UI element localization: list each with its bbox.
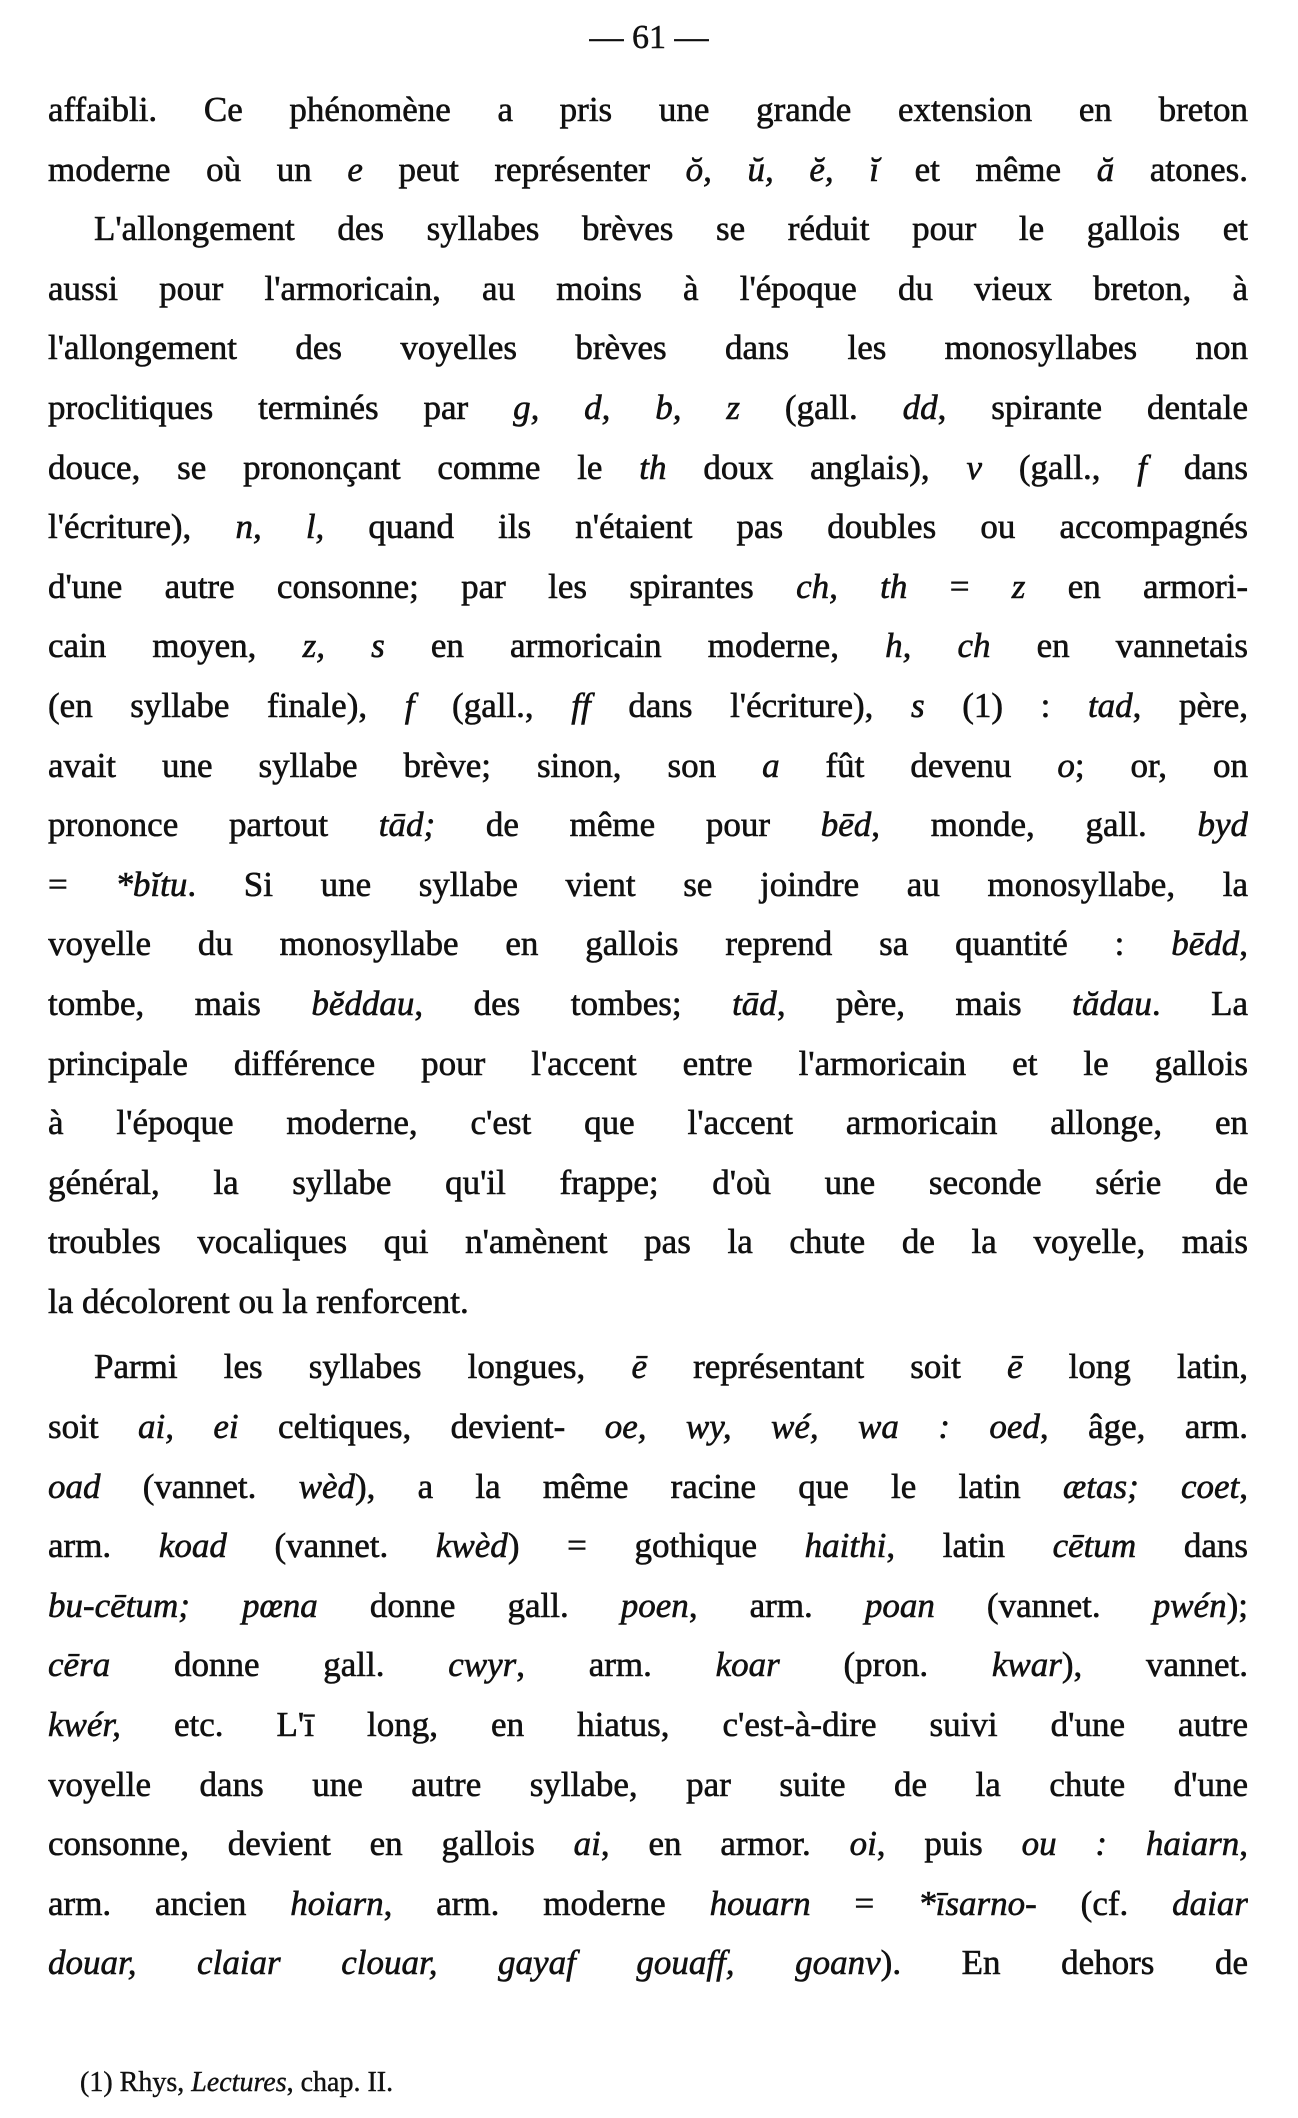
roman-text: (gall., bbox=[414, 685, 572, 725]
italic-text: o bbox=[1057, 745, 1075, 785]
italic-text: hoiarn bbox=[290, 1883, 384, 1923]
roman-text: , en armor. bbox=[600, 1824, 850, 1864]
italic-text: f bbox=[1137, 447, 1148, 487]
text-line bbox=[48, 1814, 1248, 1874]
italic-text: kwèd bbox=[435, 1526, 508, 1566]
italic-text: ă bbox=[1096, 149, 1115, 189]
italic-text: daiar bbox=[1172, 1883, 1248, 1923]
roman-text: ). En dehors de bbox=[880, 1943, 1248, 1983]
roman-text: en armoricain moderne, bbox=[384, 626, 886, 666]
text-line bbox=[48, 1755, 1248, 1815]
roman-text: consonne, devient en gallois bbox=[48, 1824, 574, 1864]
italic-text: z bbox=[1011, 566, 1026, 606]
roman-text: , puis bbox=[876, 1824, 1022, 1864]
paragraph-2 bbox=[48, 199, 1248, 1331]
italic-text: cēra bbox=[48, 1645, 111, 1685]
text-line bbox=[48, 1272, 1248, 1332]
roman-text: ; or, on bbox=[1074, 745, 1248, 785]
roman-text: affaibli. Ce phénomène a pris une grande extension en breton bbox=[48, 90, 1248, 129]
text-line bbox=[48, 1457, 1248, 1517]
italic-text: ŏ, ŭ, ĕ, ĭ bbox=[685, 149, 879, 189]
italic-text: cētum bbox=[1052, 1526, 1137, 1566]
roman-text: en vannetais bbox=[990, 626, 1248, 666]
page-number: — 61 — bbox=[589, 19, 709, 56]
roman-text: doux anglais), bbox=[666, 447, 967, 487]
roman-text: principale différence pour l'accent entre l'armoricain et le gallois bbox=[48, 1043, 1248, 1083]
roman-text: . La bbox=[1151, 983, 1248, 1023]
text-line bbox=[48, 616, 1248, 676]
text-line bbox=[48, 140, 1248, 200]
footnote bbox=[80, 2062, 393, 2104]
roman-text: (vannet. bbox=[226, 1526, 436, 1566]
roman-text: ), a la même racine que le latin bbox=[355, 1466, 1063, 1506]
roman-text: donne gall. bbox=[317, 1585, 621, 1625]
italic-text: bēdd bbox=[1171, 924, 1240, 964]
italic-text: bu-cētum; pœna bbox=[48, 1585, 318, 1625]
italic-text: oad bbox=[48, 1466, 101, 1506]
text-line bbox=[48, 1933, 1248, 1993]
roman-text: , bbox=[1239, 1824, 1248, 1864]
italic-text: tădau bbox=[1072, 983, 1152, 1023]
roman-text: cain moyen, bbox=[48, 626, 303, 666]
roman-text: la décolorent ou la renforcent. bbox=[48, 1281, 469, 1321]
italic-text: wèd bbox=[298, 1466, 356, 1506]
roman-text: moderne où un bbox=[48, 149, 348, 189]
italic-text: th bbox=[639, 447, 667, 487]
roman-text: , arm. moderne bbox=[383, 1883, 710, 1923]
paragraph-3 bbox=[48, 1337, 1248, 1993]
roman-text: , père, mais bbox=[776, 983, 1073, 1023]
roman-text: (en syllabe finale), bbox=[48, 685, 405, 725]
italic-text: dd bbox=[902, 387, 938, 427]
text-line bbox=[48, 438, 1248, 498]
roman-text: = bbox=[48, 864, 116, 904]
roman-text: = bbox=[810, 1883, 919, 1923]
roman-text: dans bbox=[1136, 1526, 1248, 1566]
roman-text: voyelle dans une autre syllabe, par suite de la chute d'une bbox=[48, 1764, 1248, 1804]
italic-text: ætas; coet bbox=[1062, 1466, 1240, 1506]
roman-text: atones. bbox=[1114, 149, 1248, 189]
roman-text: etc. L'ī long, en hiatus, c'est-à-dire suivi d'une autre bbox=[120, 1705, 1248, 1745]
italic-text: pwén bbox=[1152, 1585, 1227, 1625]
roman-text: (vannet. bbox=[934, 1585, 1153, 1625]
roman-text: dans l'écriture), bbox=[590, 685, 911, 725]
italic-text: n, l, bbox=[235, 507, 325, 547]
roman-text: l'allongement des voyelles brèves dans les monosyllabes non bbox=[48, 328, 1248, 368]
italic-text: ou : haiarn bbox=[1021, 1824, 1240, 1864]
text-line bbox=[48, 1153, 1248, 1213]
text-line bbox=[48, 1337, 1248, 1397]
italic-text: oi bbox=[849, 1824, 877, 1864]
roman-text: long latin, bbox=[1022, 1347, 1248, 1387]
roman-text: celtiques, devient- bbox=[238, 1407, 605, 1447]
paragraph-1 bbox=[48, 80, 1248, 199]
text-line bbox=[48, 1212, 1248, 1272]
text-line bbox=[48, 1874, 1248, 1934]
roman-text: quand ils n'étaient pas doubles ou accompagnés bbox=[324, 507, 1248, 547]
roman-text: , latin bbox=[886, 1526, 1053, 1566]
roman-text: (gall. bbox=[740, 387, 903, 427]
italic-text: v bbox=[966, 447, 983, 487]
roman-text: l'écriture), bbox=[48, 507, 236, 547]
italic-text: e bbox=[347, 149, 363, 189]
roman-text: Parmi les syllabes longues, bbox=[94, 1347, 632, 1387]
text-line bbox=[48, 855, 1248, 915]
italic-text: ē bbox=[631, 1347, 647, 1387]
italic-text: f bbox=[404, 685, 415, 725]
roman-text: arm. bbox=[48, 1526, 159, 1566]
text-line bbox=[48, 676, 1248, 736]
italic-text: ai bbox=[573, 1824, 601, 1864]
roman-text: , bbox=[1239, 1466, 1248, 1506]
text-line bbox=[48, 1516, 1248, 1576]
italic-text: h, ch bbox=[885, 626, 991, 666]
roman-text: prononce partout bbox=[48, 805, 379, 845]
roman-text: , spirante dentale bbox=[937, 387, 1248, 427]
italic-text: kwar bbox=[991, 1645, 1062, 1685]
roman-text: représentant soit bbox=[646, 1347, 1007, 1387]
text-line bbox=[48, 199, 1248, 259]
italic-text: s bbox=[910, 685, 925, 725]
roman-text: fût devenu bbox=[779, 745, 1058, 785]
roman-text: douce, se prononçant comme le bbox=[48, 447, 640, 487]
italic-text: g, d, b, z bbox=[513, 387, 741, 427]
text-line bbox=[48, 557, 1248, 617]
roman-text: troubles vocaliques qui n'amènent pas la chute de la voyelle, mais bbox=[48, 1222, 1248, 1262]
roman-text: , arm. bbox=[688, 1585, 865, 1625]
italic-text: a bbox=[762, 745, 780, 785]
roman-text: peut représenter bbox=[362, 149, 686, 189]
text-line bbox=[48, 80, 1248, 140]
roman-text: ); bbox=[1226, 1585, 1248, 1625]
roman-text: L'allongement des syllabes brèves se réduit pour le gallois et bbox=[94, 209, 1248, 249]
italic-text: *īsarno- bbox=[918, 1883, 1037, 1923]
italic-text: haithi bbox=[804, 1526, 887, 1566]
text-line bbox=[48, 795, 1248, 855]
text-line bbox=[48, 914, 1248, 974]
italic-text: oe, wy, wé, wa : oed bbox=[604, 1407, 1040, 1447]
italic-text: tād bbox=[732, 983, 777, 1023]
italic-text: bēd bbox=[820, 805, 872, 845]
roman-text: à l'époque moderne, c'est que l'accent armoricain allonge, en bbox=[48, 1103, 1248, 1143]
roman-text: . Si une syllabe vient se joindre au monosyllabe, la bbox=[187, 864, 1248, 904]
roman-text: , père, bbox=[1132, 685, 1248, 725]
roman-text: proclitiques terminés par bbox=[48, 387, 514, 427]
roman-text: tombe, mais bbox=[48, 983, 312, 1023]
roman-text: , monde, gall. bbox=[871, 805, 1198, 845]
roman-text: d'une autre consonne; par les spirantes bbox=[48, 566, 797, 606]
roman-text: ) = gothique bbox=[507, 1526, 805, 1566]
italic-text: ai, ei bbox=[137, 1407, 239, 1447]
roman-text: dans bbox=[1147, 447, 1248, 487]
roman-text: , arm. bbox=[516, 1645, 716, 1685]
italic-text: byd bbox=[1197, 805, 1248, 845]
text-line bbox=[48, 318, 1248, 378]
roman-text: (pron. bbox=[779, 1645, 992, 1685]
body-text bbox=[48, 80, 1248, 1993]
text-line bbox=[48, 259, 1248, 319]
italic-text: koar bbox=[715, 1645, 780, 1685]
italic-text: poen bbox=[620, 1585, 689, 1625]
italic-text: bĕddau bbox=[311, 983, 415, 1023]
italic-text: koad bbox=[158, 1526, 227, 1566]
italic-text: ē bbox=[1007, 1347, 1023, 1387]
text-line bbox=[48, 497, 1248, 557]
roman-text: aussi pour l'armoricain, au moins à l'époque du vieux breton, à bbox=[48, 268, 1248, 308]
roman-text: (cf. bbox=[1036, 1883, 1173, 1923]
italic-text: *bĭtu bbox=[115, 864, 188, 904]
text-line bbox=[48, 1397, 1248, 1457]
italic-text: cwyr bbox=[448, 1645, 517, 1685]
italic-text: ch, th bbox=[796, 566, 908, 606]
roman-text: (1) : bbox=[924, 685, 1088, 725]
text-line bbox=[48, 378, 1248, 438]
roman-text: soit bbox=[48, 1407, 138, 1447]
roman-text: (gall., bbox=[982, 447, 1138, 487]
italic-text: Lectures bbox=[191, 2067, 287, 2098]
italic-text: ff bbox=[571, 685, 591, 725]
italic-text: tad bbox=[1087, 685, 1133, 725]
italic-text: z, s bbox=[302, 626, 385, 666]
italic-text: douar, claiar clouar, gayaf gouaff, goanv bbox=[48, 1943, 881, 1983]
roman-text: (vannet. bbox=[100, 1466, 299, 1506]
roman-text: de même pour bbox=[435, 805, 821, 845]
italic-text: houarn bbox=[709, 1883, 811, 1923]
roman-text: et même bbox=[879, 149, 1097, 189]
italic-text: kwér, bbox=[48, 1705, 121, 1745]
roman-text: , chap. II. bbox=[286, 2067, 394, 2098]
text-line bbox=[48, 1093, 1248, 1153]
roman-text: , bbox=[1239, 924, 1248, 964]
roman-text: en armori- bbox=[1025, 566, 1248, 606]
text-line bbox=[48, 1576, 1248, 1636]
roman-text: arm. ancien bbox=[48, 1883, 291, 1923]
roman-text: voyelle du monosyllabe en gallois reprend sa quantité : bbox=[48, 924, 1172, 964]
text-line bbox=[48, 736, 1248, 796]
roman-text: général, la syllabe qu'il frappe; d'où une seconde série de bbox=[48, 1162, 1248, 1202]
roman-text: , des tombes; bbox=[414, 983, 733, 1023]
roman-text: , âge, arm. bbox=[1039, 1407, 1248, 1447]
roman-text: donne gall. bbox=[110, 1645, 449, 1685]
roman-text: = bbox=[907, 566, 1012, 606]
roman-text: (1) Rhys, bbox=[80, 2067, 192, 2098]
roman-text: avait une syllabe brève; sinon, son bbox=[48, 745, 763, 785]
text-line bbox=[48, 974, 1248, 1034]
italic-text: tād; bbox=[378, 805, 436, 845]
text-line bbox=[48, 1695, 1248, 1755]
italic-text: poan bbox=[864, 1585, 935, 1625]
text-line bbox=[48, 1635, 1248, 1695]
roman-text: ), vannet. bbox=[1061, 1645, 1248, 1685]
text-line bbox=[48, 1034, 1248, 1094]
